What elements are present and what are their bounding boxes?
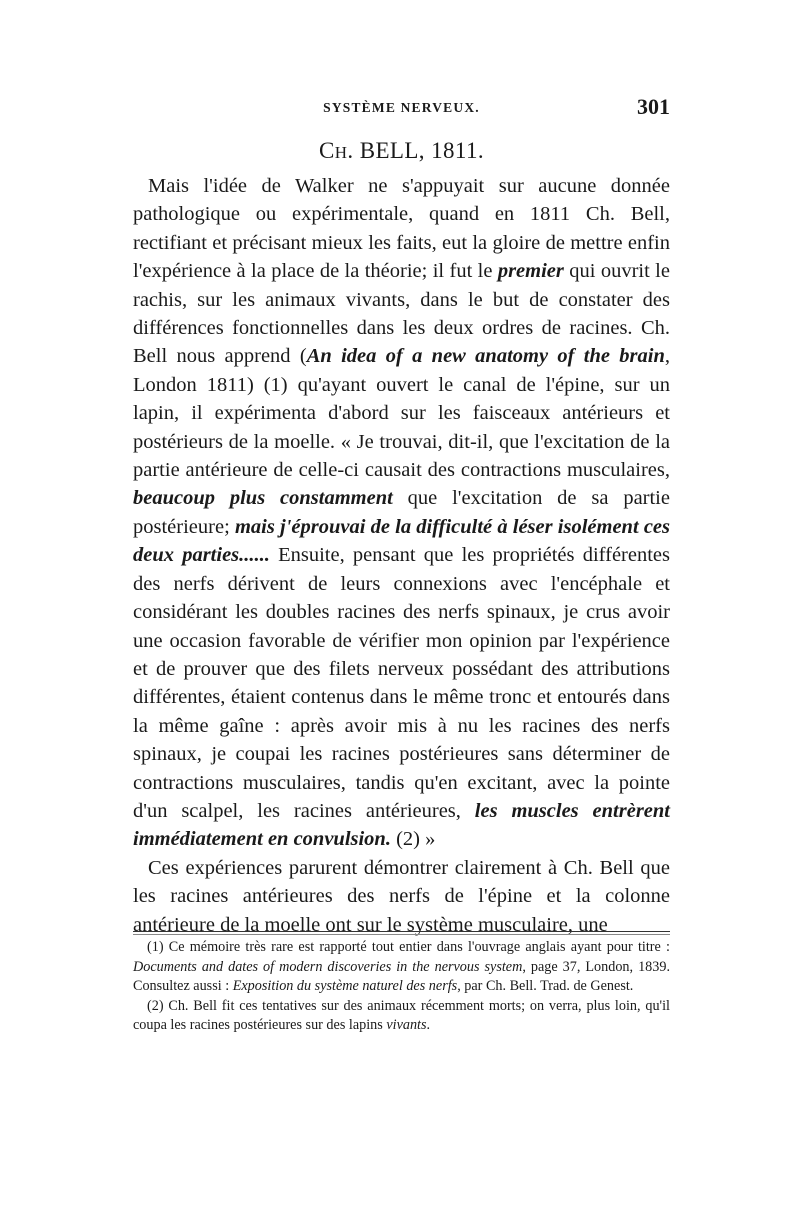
p1-emphasis-4: mais j'éprouvai de la difficulté à léser isolément ces deux parties...... [133,515,671,567]
p2-text-1: Ces expériences parurent démontrer clairement à Ch. Bell que les racines antérieures des nerfs de l'épine et la colonne antérieure de la moelle ont sur le système musculaire, une [133,856,670,936]
fn1-text-2: , page 37, London, 1839. Consultez aussi : [133,958,670,995]
p1-text-3: , London 1811) (1) qu'ayant ouvert le canal de l'épine, sur un lapin, il expérimenta d'abord sur les faisceaux antérieurs et postérieurs de la moelle. « Je trouvai, dit-il, que l'excitation de la partie antérieure de celle-ci causait des contractions musculaires, [133,345,670,482]
fn1-emphasis-2: Exposition du système naturel des nerfs [232,978,458,995]
footnote-divider-secondary [133,934,670,935]
p1-text-2: qui ouvrit le rachis, sur les animaux vivants, dans le but de constater des différences fonctionnelles dans les deux ordres de racines. Ch. Bell nous apprend ( [133,260,670,368]
footnote-divider [133,931,670,932]
p1-text-4: que l'excitation de sa partie postérieure; [133,487,670,538]
fn1-emphasis-1: Documents and dates of modern discoveries in the nervous system [133,958,523,975]
footnote-2 [133,997,670,1036]
fn2-text-2: . [426,1017,431,1034]
p1-text-5: Ensuite, pensant que les propriétés différentes des nerfs dérivent de leurs connexions avec l'encéphale et considérant les doubles racines des nerfs spinaux, je crus avoir une occasion favorable de vérifier mon opinion par l'expérience et de prouver que des filets nerveux possédant des attributions différentes, étaient contenus dans le même tronc et entourés dans la même gaîne : après avoir mis à nu les racines des nerfs spinaux, je coupai les racines postérieures sans déterminer de contractions musculaires, tandis qu'en excitant, avec la pointe d'un scalpel, les racines antérieures, [133,544,670,822]
fn1-text-3: , par Ch. Bell. Trad. de Genest. [457,978,634,995]
running-header [133,94,670,120]
p1-text-6: (2) » [390,828,436,851]
paragraph-2 [133,854,670,939]
fn1-text-1: (1) Ce mémoire très rare est rapporté tout entier dans l'ouvrage anglais ayant pour titre : [147,939,670,955]
body-text [133,172,670,939]
section-heading-small: H [334,143,348,162]
fn2-text-1: (2) Ch. Bell fit ces tentatives sur des animaux récemment morts; on verra, plus loin, qu'il coupa les racines postérieures sur des lapins [133,997,670,1034]
running-title: SYSTÈME NERVEUX. [323,100,480,115]
footnote-1 [133,938,670,997]
footnotes [133,938,670,1036]
p1-emphasis-5: les muscles entrèrent immédiatement en convulsion. [133,799,670,851]
section-heading-rest: . BELL, 1811. [347,138,485,163]
p1-emphasis-1: premier [497,260,564,283]
page-number: 301 [637,94,670,119]
p1-emphasis-3: beaucoup plus constamment [133,487,393,510]
fn2-emphasis-1: vivants [386,1017,427,1034]
p1-text-1: Mais l'idée de Walker ne s'appuyait sur aucune donnée pathologique ou expérimentale, quand en 1811 Ch. Bell, rectifiant et précisant mieux les faits, eut la gloire de mettre enfin l'expérience à la place de la théorie; il fut le [133,175,670,283]
paragraph-1 [133,172,670,854]
p1-emphasis-2: An idea of a new anatomy of the brain [306,345,665,368]
section-heading-cap: C [318,138,335,163]
section-heading [133,138,670,164]
